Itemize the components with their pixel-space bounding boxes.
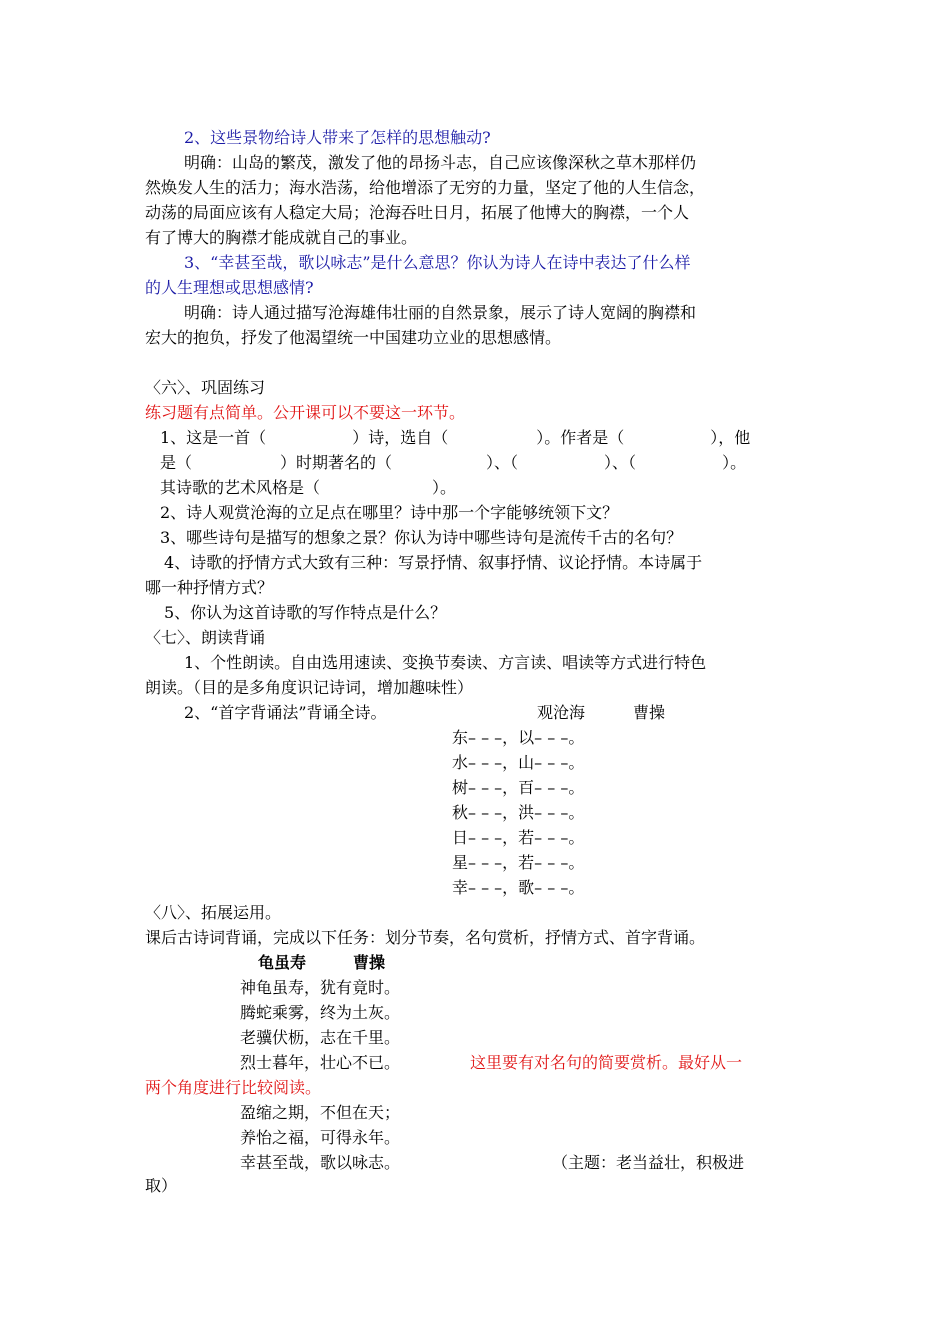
answer-2-line-4: 有了博大的胸襟才能成就自己的事业。 [145, 228, 418, 247]
recite-line: 星– – –，若– – –。 [452, 853, 585, 872]
theme-note-line-2: 取） [145, 1176, 178, 1195]
answer-3-line-2: 宏大的抱负，抒发了他渴望统一中国建功立业的思想感情。 [145, 328, 562, 347]
exercise-4-line-1: 4、诗歌的抒情方式大致有三种：写景抒情、叙事抒情、议论抒情。本诗属于 [164, 553, 703, 572]
recite-line: 幸– – –，歌– – –。 [452, 878, 585, 897]
recite-line: 秋– – –，洪– – –。 [452, 803, 585, 822]
recite-line: 东– – –，以– – –。 [452, 728, 585, 747]
poem-line: 养怡之福，可得永年。 [240, 1128, 401, 1147]
exercise-5: 5、你认为这首诗歌的写作特点是什么？ [164, 603, 447, 622]
section-8-heading: 〈八〉、拓展运用。 [145, 903, 282, 922]
recite-line: 日– – –，若– – –。 [452, 828, 585, 847]
poem-line: 幸甚至哉，歌以咏志。 [240, 1153, 401, 1172]
answer-2-line-1: 明确：山岛的繁茂，激发了他的昂扬斗志，自己应该像深秋之草木那样仍 [184, 153, 697, 172]
poem-line: 烈士暮年，壮心不已。 [240, 1053, 401, 1072]
question-3-line-2: 的人生理想或思想感情? [145, 278, 314, 297]
theme-note-line-1: （主题：老当益壮，积极进 [552, 1153, 745, 1172]
section-6-note: 练习题有点简单。公开课可以不要这一环节。 [145, 403, 466, 422]
poem-author: 曹操 [633, 703, 666, 722]
recite-line: 树– – –，百– – –。 [452, 778, 585, 797]
reading-item-1-line-2: 朗读。（目的是多角度识记诗词，增加趣味性） [145, 678, 474, 697]
section-7-heading: 〈七〉、朗读背诵 [145, 628, 266, 647]
poem-author: 曹操 [353, 953, 386, 972]
exercise-4-line-2: 哪一种抒情方式？ [145, 578, 274, 597]
poem-title-gui-sui-shou: 龟虽寿 [258, 953, 307, 972]
answer-2-line-3: 动荡的局面应该有人稳定大局；沧海吞吐日月，拓展了他博大的胸襟，一个人 [145, 203, 690, 222]
reading-item-2: 2、“首字背诵法”背诵全诗。 [184, 703, 387, 722]
question-3-line-1: 3、“幸甚至哉，歌以咏志”是什么意思？你认为诗人在诗中表达了什么样 [184, 253, 691, 272]
exercise-2: 2、诗人观赏沧海的立足点在哪里？诗中那一个字能够统领下文？ [160, 503, 619, 522]
exercise-1-line-3: 其诗歌的艺术风格是（ ）。 [160, 478, 457, 497]
teacher-note-line-2: 两个角度进行比较阅读。 [145, 1078, 322, 1097]
poem-line: 腾蛇乘雾，终为土灰。 [240, 1003, 401, 1022]
poem-line: 神龟虽寿，犹有竟时。 [240, 978, 401, 997]
poem-line: 老骥伏枥，志在千里。 [240, 1028, 401, 1047]
poem-title-guan-cang-hai: 观沧海 [537, 703, 586, 722]
answer-3-line-1: 明确：诗人通过描写沧海雄伟壮丽的自然景象，展示了诗人宽阔的胸襟和 [184, 303, 697, 322]
exercise-1-line-1: 1、这是一首（ ）诗，选自（ ）。作者是（ ），他 [160, 428, 751, 447]
section-6-heading: 〈六〉、巩固练习 [145, 378, 266, 397]
teacher-note-line-1: 这里要有对名句的简要赏析。最好从一 [470, 1053, 743, 1072]
question-2: 2、这些景物给诗人带来了怎样的思想触动? [184, 128, 491, 147]
section-8-task: 课后古诗词背诵，完成以下任务：划分节奏，名句赏析，抒情方式、首字背诵。 [145, 928, 706, 947]
answer-2-line-2: 然焕发人生的活力；海水浩荡，给他增添了无穷的力量，坚定了他的人生信念， [145, 178, 706, 197]
poem-line: 盈缩之期，不但在天； [240, 1103, 401, 1122]
reading-item-1-line-1: 1、个性朗读。自由选用速读、变换节奏读、方言读、唱读等方式进行特色 [184, 653, 707, 672]
exercise-3: 3、哪些诗句是描写的想象之景？你认为诗中哪些诗句是流传千古的名句？ [160, 528, 683, 547]
recite-line: 水– – –，山– – –。 [452, 753, 585, 772]
exercise-1-line-2: 是（ ）时期著名的（ ）、（ ）、（ ）。 [160, 453, 747, 472]
